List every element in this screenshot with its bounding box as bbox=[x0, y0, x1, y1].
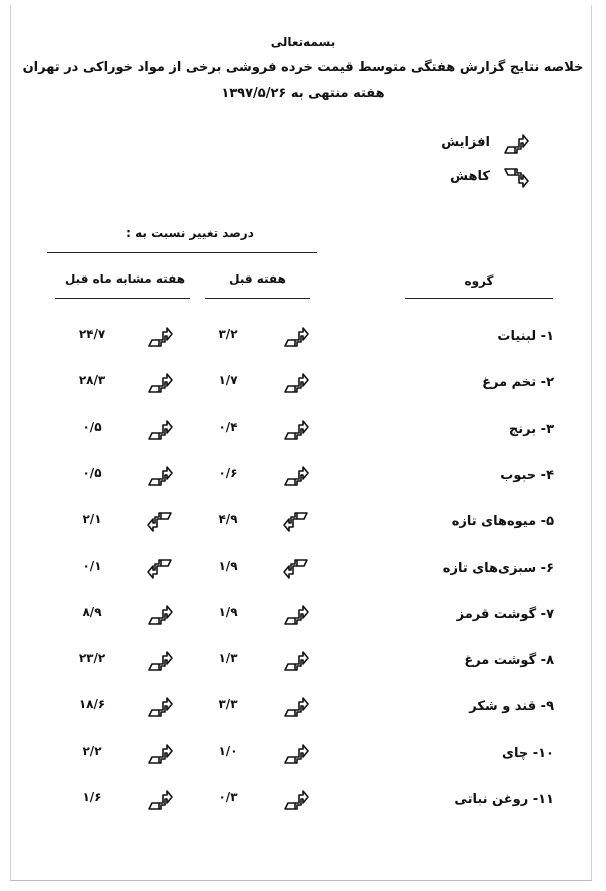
col-group-rule bbox=[405, 298, 553, 299]
decrease-arrow-icon bbox=[146, 557, 174, 581]
last-month-value: ۱۸/۶ bbox=[78, 697, 106, 711]
header-rule-top bbox=[47, 252, 317, 253]
increase-arrow-icon bbox=[146, 649, 174, 673]
increase-arrow-icon bbox=[146, 788, 174, 812]
group-label: ۴- حبوب bbox=[500, 468, 554, 483]
last-month-value: ۰/۵ bbox=[82, 466, 102, 480]
last-month-value: ۲۸/۳ bbox=[78, 373, 106, 387]
last-month-value: ۸/۹ bbox=[82, 605, 102, 619]
table-row bbox=[0, 603, 606, 631]
legend-increase-label: افزایش bbox=[441, 135, 490, 150]
col-same-week-last-month: هفته مشابه ماه قبل bbox=[64, 272, 186, 286]
week-ending-line: هفته منتهی به ۱۳۹۷/۵/۲۶ bbox=[221, 86, 385, 101]
last-month-value: ۱/۶ bbox=[82, 790, 102, 804]
prev-week-value: ۰/۳ bbox=[218, 790, 238, 804]
table-row bbox=[0, 788, 606, 816]
increase-arrow-icon bbox=[146, 418, 174, 442]
col-prev-week: هفته قبل bbox=[229, 272, 286, 286]
prev-week-value: ۱/۷ bbox=[218, 373, 238, 387]
prev-week-value: ۱/۰ bbox=[218, 744, 238, 758]
table-row bbox=[0, 371, 606, 399]
table-row bbox=[0, 325, 606, 353]
legend-decrease-label: کاهش bbox=[450, 169, 490, 184]
table-row bbox=[0, 742, 606, 770]
legend-increase bbox=[440, 132, 540, 156]
prev-week-value: ۰/۴ bbox=[218, 420, 238, 434]
group-label: ۱- لبنیات bbox=[497, 329, 554, 344]
decrease-arrow-icon bbox=[502, 166, 530, 190]
increase-arrow-icon bbox=[282, 464, 310, 488]
increase-arrow-icon bbox=[282, 649, 310, 673]
table-row bbox=[0, 464, 606, 492]
group-label: ۵- میوه‌های تازه bbox=[451, 514, 554, 529]
prev-week-value: ۴/۹ bbox=[218, 512, 238, 526]
increase-arrow-icon bbox=[146, 464, 174, 488]
col-group: گروه bbox=[464, 274, 494, 288]
table-row bbox=[0, 649, 606, 677]
prev-week-value: ۱/۹ bbox=[218, 605, 238, 619]
table-row bbox=[0, 557, 606, 585]
legend-decrease bbox=[440, 166, 540, 190]
last-month-value: ۰/۵ bbox=[82, 420, 102, 434]
table-row bbox=[0, 418, 606, 446]
increase-arrow-icon bbox=[146, 695, 174, 719]
prev-week-value: ۱/۹ bbox=[218, 559, 238, 573]
last-month-value: ۲/۱ bbox=[82, 512, 102, 526]
last-month-value: ۰/۱ bbox=[82, 559, 102, 573]
increase-arrow-icon bbox=[282, 788, 310, 812]
col-same-week-last-month-rule bbox=[55, 298, 190, 299]
increase-arrow-icon bbox=[282, 371, 310, 395]
bismillah-heading: بسمه‌تعالی bbox=[270, 35, 336, 49]
group-label: ۷- گوشت قرمز bbox=[456, 607, 554, 622]
change-relative-to-heading: درصد تغییر نسبت به : bbox=[126, 226, 254, 240]
prev-week-value: ۰/۶ bbox=[218, 466, 238, 480]
decrease-arrow-icon bbox=[282, 510, 310, 534]
prev-week-value: ۳/۲ bbox=[218, 327, 238, 341]
increase-arrow-icon bbox=[282, 742, 310, 766]
decrease-arrow-icon bbox=[282, 557, 310, 581]
increase-arrow-icon bbox=[502, 132, 530, 156]
increase-arrow-icon bbox=[282, 325, 310, 349]
group-label: ۹- قند و شکر bbox=[469, 699, 554, 714]
last-month-value: ۲۳/۲ bbox=[78, 651, 106, 665]
group-label: ۲- تخم مرغ bbox=[482, 375, 554, 390]
group-label: ۱۰- چای bbox=[502, 746, 554, 761]
prev-week-value: ۳/۳ bbox=[218, 697, 238, 711]
increase-arrow-icon bbox=[282, 695, 310, 719]
group-label: ۶- سبزی‌های تازه bbox=[442, 561, 554, 576]
increase-arrow-icon bbox=[282, 418, 310, 442]
group-label: ۱۱- روغن نباتی bbox=[454, 792, 554, 807]
group-label: ۳- برنج bbox=[508, 422, 554, 437]
col-prev-week-rule bbox=[205, 298, 310, 299]
increase-arrow-icon bbox=[146, 742, 174, 766]
report-title: خلاصه نتایج گزارش هفتگی متوسط قیمت خرده فروشی برخی از مواد خوراکی در تهران bbox=[22, 60, 584, 75]
last-month-value: ۲/۲ bbox=[82, 744, 102, 758]
increase-arrow-icon bbox=[146, 325, 174, 349]
increase-arrow-icon bbox=[146, 371, 174, 395]
decrease-arrow-icon bbox=[146, 510, 174, 534]
increase-arrow-icon bbox=[146, 603, 174, 627]
table-row bbox=[0, 510, 606, 538]
increase-arrow-icon bbox=[282, 603, 310, 627]
last-month-value: ۲۴/۷ bbox=[78, 327, 106, 341]
table-row bbox=[0, 695, 606, 723]
group-label: ۸- گوشت مرغ bbox=[464, 653, 554, 668]
prev-week-value: ۱/۳ bbox=[218, 651, 238, 665]
